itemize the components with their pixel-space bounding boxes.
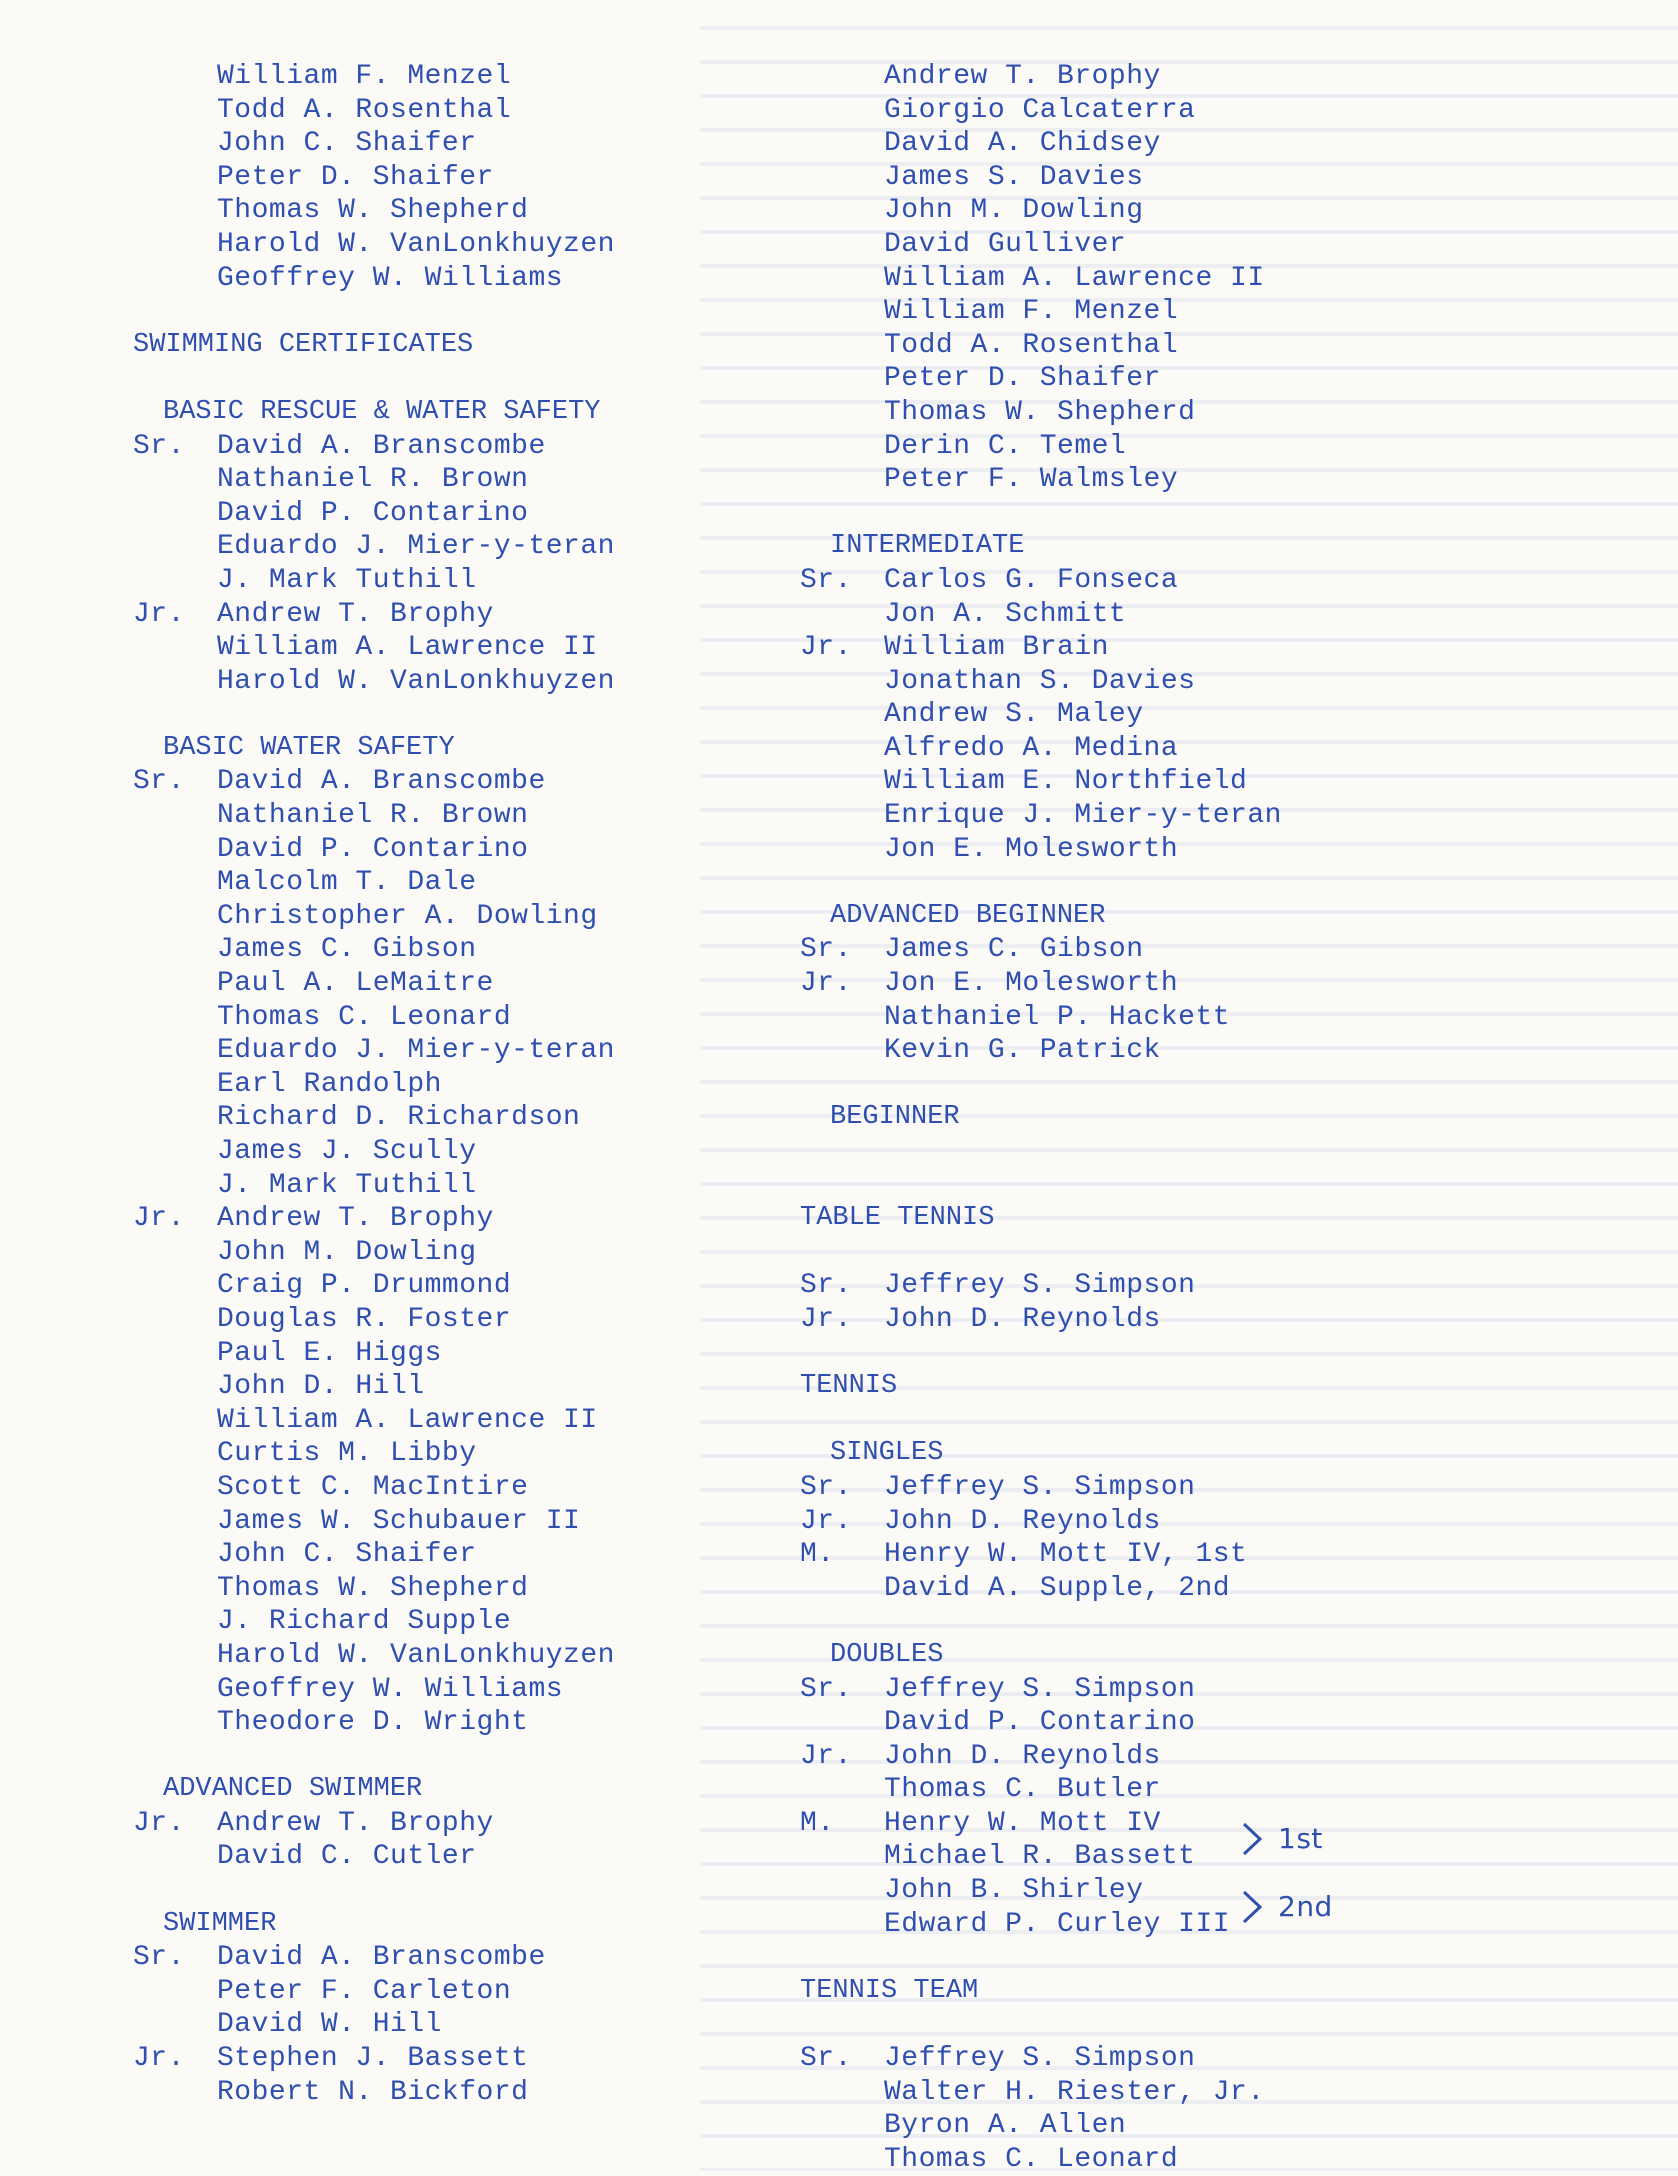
class-prefix: Jr. xyxy=(133,1807,185,1839)
person-name: Thomas C. Leonard xyxy=(217,1001,512,1033)
person-name: David A. Chidsey xyxy=(884,128,1161,160)
list-item xyxy=(800,1269,1660,1303)
list-item xyxy=(133,1236,833,1270)
person-name: Paul E. Higgs xyxy=(217,1337,442,1369)
person-name: John D. Reynolds xyxy=(884,1505,1161,1537)
person-name: David A. Branscombe xyxy=(217,430,546,462)
class-prefix: Jr. xyxy=(800,1740,852,1772)
list-item xyxy=(800,1706,1660,1740)
list-item xyxy=(133,1404,833,1438)
class-prefix: Sr. xyxy=(800,934,852,966)
list-item xyxy=(800,1740,1660,1774)
list-item xyxy=(133,1975,833,2009)
person-name: David A. Branscombe xyxy=(217,766,546,798)
person-name: Walter H. Riester, Jr. xyxy=(884,2076,1265,2108)
list-item xyxy=(800,698,1660,732)
section-heading xyxy=(133,396,833,430)
section-heading xyxy=(800,1437,1660,1471)
person-name: Enrique J. Mier-y-teran xyxy=(884,800,1282,832)
person-name: David Gulliver xyxy=(884,228,1127,260)
list-item xyxy=(800,1673,1660,1707)
person-name: Christopher A. Dowling xyxy=(217,900,598,932)
list-item xyxy=(800,1807,1660,1841)
list-item xyxy=(800,228,1660,262)
list-item xyxy=(133,194,833,228)
bracket-icon xyxy=(1240,1890,1264,1924)
person-name: Harold W. VanLonkhuyzen xyxy=(217,1639,615,1671)
person-name: Henry W. Mott IV, 1st xyxy=(884,1539,1248,1571)
handwritten-place-note: 2nd xyxy=(1278,1889,1333,1923)
person-name: Jon E. Molesworth xyxy=(884,968,1179,1000)
list-item xyxy=(800,396,1660,430)
list-item xyxy=(800,362,1660,396)
class-prefix: Sr. xyxy=(800,1673,852,1705)
person-name: David C. Cutler xyxy=(217,1841,477,1873)
spacer xyxy=(133,1740,833,1774)
section-heading xyxy=(800,900,1660,934)
person-name: Andrew T. Brophy xyxy=(217,1807,494,1839)
list-item xyxy=(800,94,1660,128)
list-item xyxy=(133,1169,833,1203)
person-name: John D. Reynolds xyxy=(884,1740,1161,1772)
person-name: James C. Gibson xyxy=(217,934,477,966)
list-item xyxy=(800,1874,1660,1908)
list-item xyxy=(133,564,833,598)
section-heading xyxy=(800,1370,1660,1404)
list-item xyxy=(133,1673,833,1707)
list-item xyxy=(133,1068,833,1102)
person-name: Andrew T. Brophy xyxy=(884,61,1161,92)
section-heading-text: SWIMMER xyxy=(163,1908,277,1939)
person-name: John M. Dowling xyxy=(217,1236,477,1268)
list-item xyxy=(800,967,1660,1001)
list-item xyxy=(133,1538,833,1572)
person-name: William A. Lawrence II xyxy=(217,632,598,664)
list-item xyxy=(133,1101,833,1135)
person-name: Thomas W. Shepherd xyxy=(884,396,1196,428)
list-item xyxy=(800,1303,1660,1337)
person-name: Craig P. Drummond xyxy=(217,1270,512,1302)
person-name: Derin C. Temel xyxy=(884,430,1127,462)
person-name: John D. Reynolds xyxy=(884,1303,1161,1335)
class-prefix: Sr. xyxy=(133,1942,185,1974)
spacer xyxy=(800,2008,1660,2042)
section-heading-text: TENNIS xyxy=(800,1371,898,1402)
person-name: Curtis M. Libby xyxy=(217,1438,477,1470)
list-item xyxy=(133,497,833,531)
person-name: Jeffrey S. Simpson xyxy=(884,1270,1196,1302)
person-name: J. Mark Tuthill xyxy=(217,564,477,596)
list-item xyxy=(800,833,1660,867)
person-name: Nathaniel R. Brown xyxy=(217,800,529,832)
list-item xyxy=(133,2076,833,2110)
section-heading-text: BASIC WATER SAFETY xyxy=(163,732,455,763)
list-item xyxy=(800,161,1660,195)
list-item xyxy=(133,127,833,161)
list-item xyxy=(800,933,1660,967)
person-name: Andrew S. Maley xyxy=(884,699,1144,731)
spacer xyxy=(133,698,833,732)
list-item xyxy=(133,1370,833,1404)
class-prefix: Sr. xyxy=(800,564,852,596)
list-item xyxy=(133,2042,833,2076)
list-item xyxy=(133,765,833,799)
spacer xyxy=(800,1068,1660,1102)
list-item xyxy=(133,1941,833,1975)
spacer xyxy=(800,1337,1660,1371)
person-name: Carlos G. Fonseca xyxy=(884,564,1179,596)
spacer xyxy=(800,497,1660,531)
section-heading xyxy=(800,1975,1660,2009)
section-heading-text: ADVANCED SWIMMER xyxy=(163,1774,423,1805)
section-heading-text: BEGINNER xyxy=(830,1102,960,1133)
list-item xyxy=(133,866,833,900)
list-item xyxy=(133,631,833,665)
spacer xyxy=(800,1941,1660,1975)
person-name: Byron A. Allen xyxy=(884,2110,1127,2142)
list-item xyxy=(133,900,833,934)
person-name: Eduardo J. Mier-y-teran xyxy=(217,1035,615,1067)
person-name: Michael R. Bassett xyxy=(884,1841,1196,1873)
class-prefix: Jr. xyxy=(133,598,185,630)
left-column xyxy=(133,60,833,2109)
handwritten-place-note: 1st xyxy=(1278,1822,1323,1856)
section-heading-text: SWIMMING CERTIFICATES xyxy=(133,329,474,360)
person-name: James S. Davies xyxy=(884,161,1144,193)
list-item xyxy=(800,1001,1660,1035)
person-name: J. Richard Supple xyxy=(217,1606,512,1638)
class-prefix: Jr. xyxy=(133,2043,185,2075)
person-name: Jon E. Molesworth xyxy=(884,833,1179,865)
section-heading-text: SINGLES xyxy=(830,1438,944,1469)
person-name: Jonathan S. Davies xyxy=(884,665,1196,697)
person-name: Peter D. Shaifer xyxy=(217,161,494,193)
person-name: Stephen J. Bassett xyxy=(217,2043,529,2075)
list-item xyxy=(800,1505,1660,1539)
list-item xyxy=(133,430,833,464)
list-item xyxy=(800,262,1660,296)
list-item xyxy=(800,598,1660,632)
person-name: Jeffrey S. Simpson xyxy=(884,1673,1196,1705)
person-name: Peter F. Walmsley xyxy=(884,464,1179,496)
list-item xyxy=(133,967,833,1001)
list-item xyxy=(800,1471,1660,1505)
bracket-icon xyxy=(1240,1822,1264,1856)
list-item xyxy=(800,2143,1660,2176)
person-name: David P. Contarino xyxy=(217,833,529,865)
person-name: Thomas C. Leonard xyxy=(884,2143,1179,2175)
list-item xyxy=(800,564,1660,598)
list-item xyxy=(133,530,833,564)
class-prefix: M. xyxy=(800,1807,835,1839)
person-name: William A. Lawrence II xyxy=(217,1404,598,1436)
list-item xyxy=(133,1303,833,1337)
list-item xyxy=(800,60,1660,94)
list-item xyxy=(133,665,833,699)
person-name: Paul A. LeMaitre xyxy=(217,968,494,1000)
class-prefix: Sr. xyxy=(800,1471,852,1503)
section-heading-text: INTERMEDIATE xyxy=(830,531,1025,562)
person-name: William F. Menzel xyxy=(884,296,1179,328)
person-name: William Brain xyxy=(884,632,1109,664)
list-item xyxy=(133,598,833,632)
person-name: Henry W. Mott IV xyxy=(884,1807,1161,1839)
person-name: Edward P. Curley III xyxy=(884,1908,1231,1940)
list-item xyxy=(133,1807,833,1841)
person-name: John C. Shaifer xyxy=(217,1539,477,1571)
person-name: Douglas R. Foster xyxy=(217,1303,512,1335)
section-heading xyxy=(133,329,833,363)
person-name: Richard D. Richardson xyxy=(217,1102,581,1134)
list-item xyxy=(800,430,1660,464)
person-name: Harold W. VanLonkhuyzen xyxy=(217,665,615,697)
section-heading-text: ADVANCED BEGINNER xyxy=(830,900,1106,931)
list-item xyxy=(133,1572,833,1606)
list-item xyxy=(800,2042,1660,2076)
person-name: Jeffrey S. Simpson xyxy=(884,1471,1196,1503)
person-name: Malcolm T. Dale xyxy=(217,867,477,899)
list-item xyxy=(800,665,1660,699)
list-item xyxy=(800,463,1660,497)
list-item xyxy=(133,463,833,497)
list-item xyxy=(133,1001,833,1035)
class-prefix: Jr. xyxy=(800,1303,852,1335)
list-item xyxy=(133,799,833,833)
list-item xyxy=(133,1337,833,1371)
person-name: John B. Shirley xyxy=(884,1875,1144,1907)
section-heading-text: BASIC RESCUE & WATER SAFETY xyxy=(163,396,601,427)
list-item xyxy=(133,1202,833,1236)
section-heading-text: TENNIS TEAM xyxy=(800,1975,979,2006)
list-item xyxy=(133,2008,833,2042)
person-name: Nathaniel P. Hackett xyxy=(884,1001,1231,1033)
list-item xyxy=(133,1471,833,1505)
person-name: Giorgio Calcaterra xyxy=(884,94,1196,126)
person-name: J. Mark Tuthill xyxy=(217,1169,477,1201)
section-heading xyxy=(133,1773,833,1807)
section-heading xyxy=(133,1908,833,1942)
person-name: James C. Gibson xyxy=(884,934,1144,966)
list-item xyxy=(800,1538,1660,1572)
person-name: Todd A. Rosenthal xyxy=(217,94,512,126)
class-prefix: Sr. xyxy=(133,766,185,798)
spacer xyxy=(133,362,833,396)
person-name: Geoffrey W. Williams xyxy=(217,1673,564,1705)
list-item xyxy=(800,127,1660,161)
section-heading-text: DOUBLES xyxy=(830,1639,944,1670)
list-item xyxy=(800,194,1660,228)
list-item xyxy=(133,1605,833,1639)
person-name: John D. Hill xyxy=(217,1371,425,1403)
spacer xyxy=(800,1605,1660,1639)
person-name: James W. Schubauer II xyxy=(217,1505,581,1537)
list-item xyxy=(800,2109,1660,2143)
section-heading xyxy=(800,1202,1660,1236)
person-name: William E. Northfield xyxy=(884,766,1248,798)
person-name: Thomas W. Shepherd xyxy=(217,1572,529,1604)
list-item xyxy=(133,60,833,94)
list-item xyxy=(133,1840,833,1874)
class-prefix: Jr. xyxy=(133,1203,185,1235)
person-name: Jeffrey S. Simpson xyxy=(884,2043,1196,2075)
person-name: Thomas C. Butler xyxy=(884,1774,1161,1806)
person-name: David P. Contarino xyxy=(884,1707,1196,1739)
class-prefix: Jr. xyxy=(800,1505,852,1537)
list-item xyxy=(800,329,1660,363)
person-name: Harold W. VanLonkhuyzen xyxy=(217,228,615,260)
list-item xyxy=(133,94,833,128)
list-item xyxy=(133,833,833,867)
spacer xyxy=(800,1404,1660,1438)
person-name: Nathaniel R. Brown xyxy=(217,464,529,496)
list-item xyxy=(800,1773,1660,1807)
section-heading xyxy=(800,1639,1660,1673)
list-item xyxy=(133,1034,833,1068)
person-name: William F. Menzel xyxy=(217,61,512,92)
list-item xyxy=(133,1269,833,1303)
spacer xyxy=(800,1135,1660,1169)
list-item xyxy=(800,1034,1660,1068)
list-item xyxy=(800,732,1660,766)
class-prefix: M. xyxy=(800,1539,835,1571)
list-item xyxy=(133,262,833,296)
spacer xyxy=(133,1874,833,1908)
class-prefix: Jr. xyxy=(800,968,852,1000)
person-name: Scott C. MacIntire xyxy=(217,1471,529,1503)
spacer xyxy=(133,295,833,329)
person-name: Geoffrey W. Williams xyxy=(217,262,564,294)
person-name: David W. Hill xyxy=(217,2009,442,2041)
person-name: Andrew T. Brophy xyxy=(217,598,494,630)
class-prefix: Sr. xyxy=(800,2043,852,2075)
list-item xyxy=(133,161,833,195)
class-prefix: Jr. xyxy=(800,632,852,664)
person-name: Peter F. Carleton xyxy=(217,1975,512,2007)
person-name: Theodore D. Wright xyxy=(217,1707,529,1739)
list-item xyxy=(133,933,833,967)
person-name: James J. Scully xyxy=(217,1136,477,1167)
section-heading xyxy=(133,732,833,766)
list-item xyxy=(800,765,1660,799)
class-prefix: Sr. xyxy=(800,1270,852,1302)
person-name: Thomas W. Shepherd xyxy=(217,195,529,227)
list-item xyxy=(800,295,1660,329)
person-name: Alfredo A. Medina xyxy=(884,732,1179,764)
person-name: Peter D. Shaifer xyxy=(884,363,1161,395)
person-name: David A. Branscombe xyxy=(217,1942,546,1974)
spacer xyxy=(800,1169,1660,1203)
person-name: Jon A. Schmitt xyxy=(884,598,1127,630)
list-item xyxy=(133,1437,833,1471)
person-name: Eduardo J. Mier-y-teran xyxy=(217,531,615,563)
class-prefix: Sr. xyxy=(133,430,185,462)
spacer xyxy=(800,866,1660,900)
person-name: David A. Supple, 2nd xyxy=(884,1572,1231,1604)
list-item xyxy=(133,1135,833,1169)
list-item xyxy=(133,1639,833,1673)
section-heading xyxy=(800,530,1660,564)
list-item xyxy=(800,1572,1660,1606)
person-name: Robert N. Bickford xyxy=(217,2076,529,2108)
person-name: Earl Randolph xyxy=(217,1068,442,1100)
spacer xyxy=(800,1236,1660,1270)
person-name: David P. Contarino xyxy=(217,497,529,529)
section-heading-text: TABLE TENNIS xyxy=(800,1203,995,1234)
right-column xyxy=(800,60,1660,2176)
section-heading xyxy=(800,1101,1660,1135)
list-item xyxy=(133,1505,833,1539)
list-item xyxy=(800,799,1660,833)
person-name: Andrew T. Brophy xyxy=(217,1203,494,1235)
person-name: Todd A. Rosenthal xyxy=(884,329,1179,361)
person-name: John C. Shaifer xyxy=(217,128,477,160)
list-item xyxy=(800,631,1660,665)
person-name: William A. Lawrence II xyxy=(884,262,1265,294)
person-name: Kevin G. Patrick xyxy=(884,1035,1161,1067)
list-item xyxy=(133,228,833,262)
list-item xyxy=(800,2076,1660,2110)
list-item xyxy=(133,1706,833,1740)
person-name: John M. Dowling xyxy=(884,195,1144,227)
